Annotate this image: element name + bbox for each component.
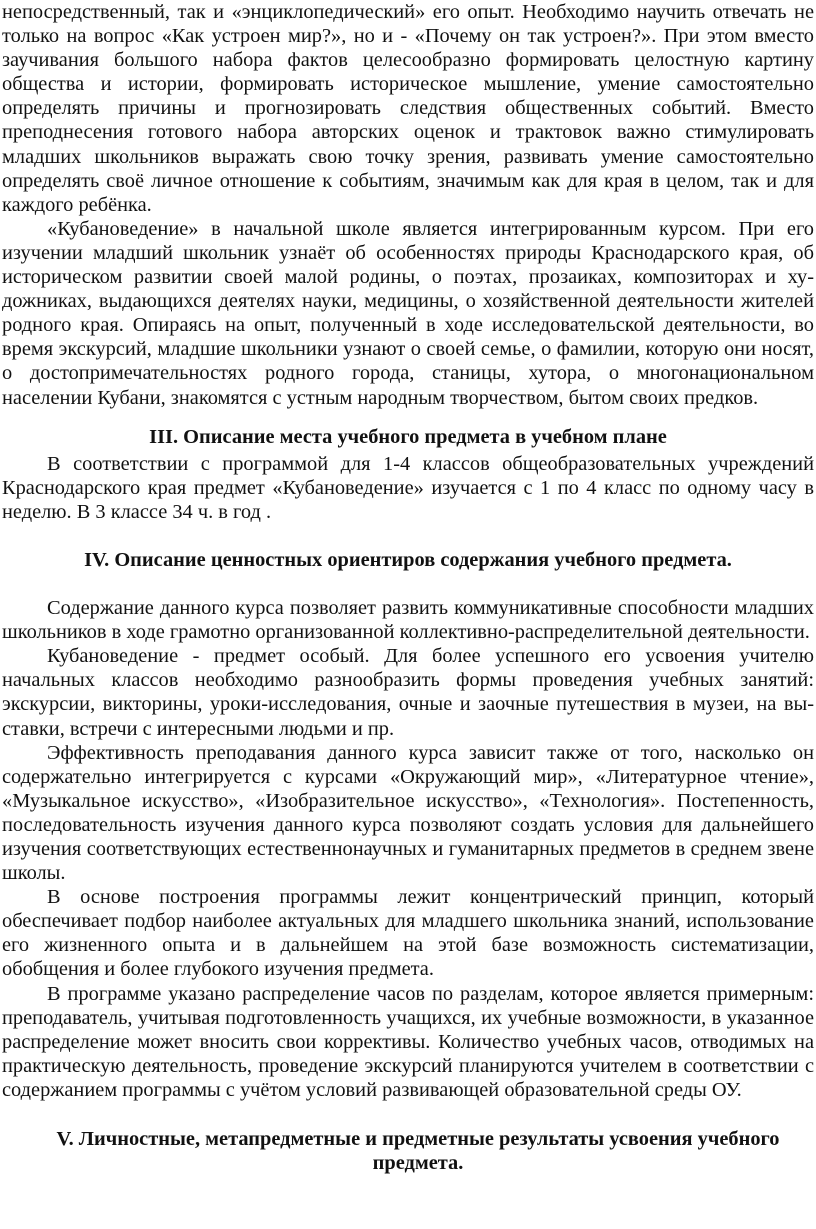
paragraph-kubanovedenie-integrated: «Кубановедение» в начальной школе является интегрированным курсом. При его изучении младший школьник узнаёт об особенностях природы Краснодарского края, об историческом развитии своей малой родины, о поэтах, прозаиках, композиторах и художниках, выдающихся деятелях науки, медицины, о хозяйственной деятельности жителей родного края. Опираясь на опыт, полученный в ходе исследовательской деятельности, во время экскурсий, младшие школьники узнают о своей семье, о фамилии, которую они носят, о достопримечательностях родного города, станицы, хутора, о многонациональном населении Кубани, знакомятся с устным народным творчеством, бытом своих предков.: [2, 217, 814, 409]
paragraph-curriculum-place: В соответствии с программой для 1-4 классов общеобразовательных учреждений Краснодарского края предмет «Кубановедение» изучается с 1 по 4 класс по одному часу в неделю. В 3 классе 34 ч. в год .: [2, 452, 814, 523]
section-heading-v: V. Личностные, метапредметные и предметные результаты усвоения учебного предмета.: [56, 1128, 780, 1175]
section-heading-iv: IV. Описание ценностных ориентиров содержания учебного предмета.: [84, 548, 732, 571]
paragraph-hours-distribution: В программе указано распределение часов по разделам, которое является примерным: преподаватель, учитывая подготовленность учащихся, их учебные возможности, в указанное распределение может вносить свои коррективы. Количество учебных часов, отводимых на практическую деятельность, проведение экскурсий планируются учителем в соответствии с содержанием программы с учётом условий развивающей образовательной среды ОУ.: [2, 982, 814, 1101]
paragraph-efficiency: Эффективность преподавания данного курса зависит также от того, насколько он содержательно интегрируется с курсами «Окружающий мир», «Литературное чтение», «Музыкальное искусство», «Изобразительное искусство», «Технология». Постепенность, последовательность изучения данного курса позволяют создать условия для дальнейшего изучения соответствующих естественнонаучных и гуманитарных предметов в среднем звене школы.: [2, 741, 814, 885]
paragraph-continuation: непосредственный, так и «энциклопедический» его опыт. Необходимо научить отвечать не только на вопрос «Как устроен мир?», но и - «Почему он так устроен?». При этом вместо заучивания большого набора фактов целесообразно формировать целостную картину общества и истории, формировать историческое мышление, умение самостоятельно определять причины и прогнозировать следствия общественных событий. Вместо преподнесения готового набора авторских оценок и трактовок важно стимулировать младших школьников выражать свою точку зрения, развивать умение самостоятельно определять своё личное отношение к событиям, значимым как для края в целом, так и для каждого ребёнка.: [2, 1, 814, 216]
paragraph-course-content: Содержание данного курса позволяет развить коммуникативные способности младших школьников в ходе грамотно организованной коллективно-распределительной деятельности.: [2, 597, 814, 644]
paragraph-special-subject: Кубановедение - предмет особый. Для более успешного его усвоения учителю начальных классов необходимо разнообразить формы проведения учебных занятий: экскурсии, викторины, уроки-исследования, очные и заочные путешествия в музеи, на выставки, встречи с интересными людьми и пр.: [2, 645, 814, 740]
paragraph-concentric-principle: В основе построения программы лежит концентрический принцип, который обеспечивает подбор наиболее актуальных для младшего школьника знаний, использование его жизненного опыта и в дальнейшем на этой базе возможность систематизации, обобщения и более глубокого изучения предмета.: [2, 886, 814, 981]
section-heading-iii: III. Описание места учебного предмета в учебном плане: [149, 425, 667, 448]
